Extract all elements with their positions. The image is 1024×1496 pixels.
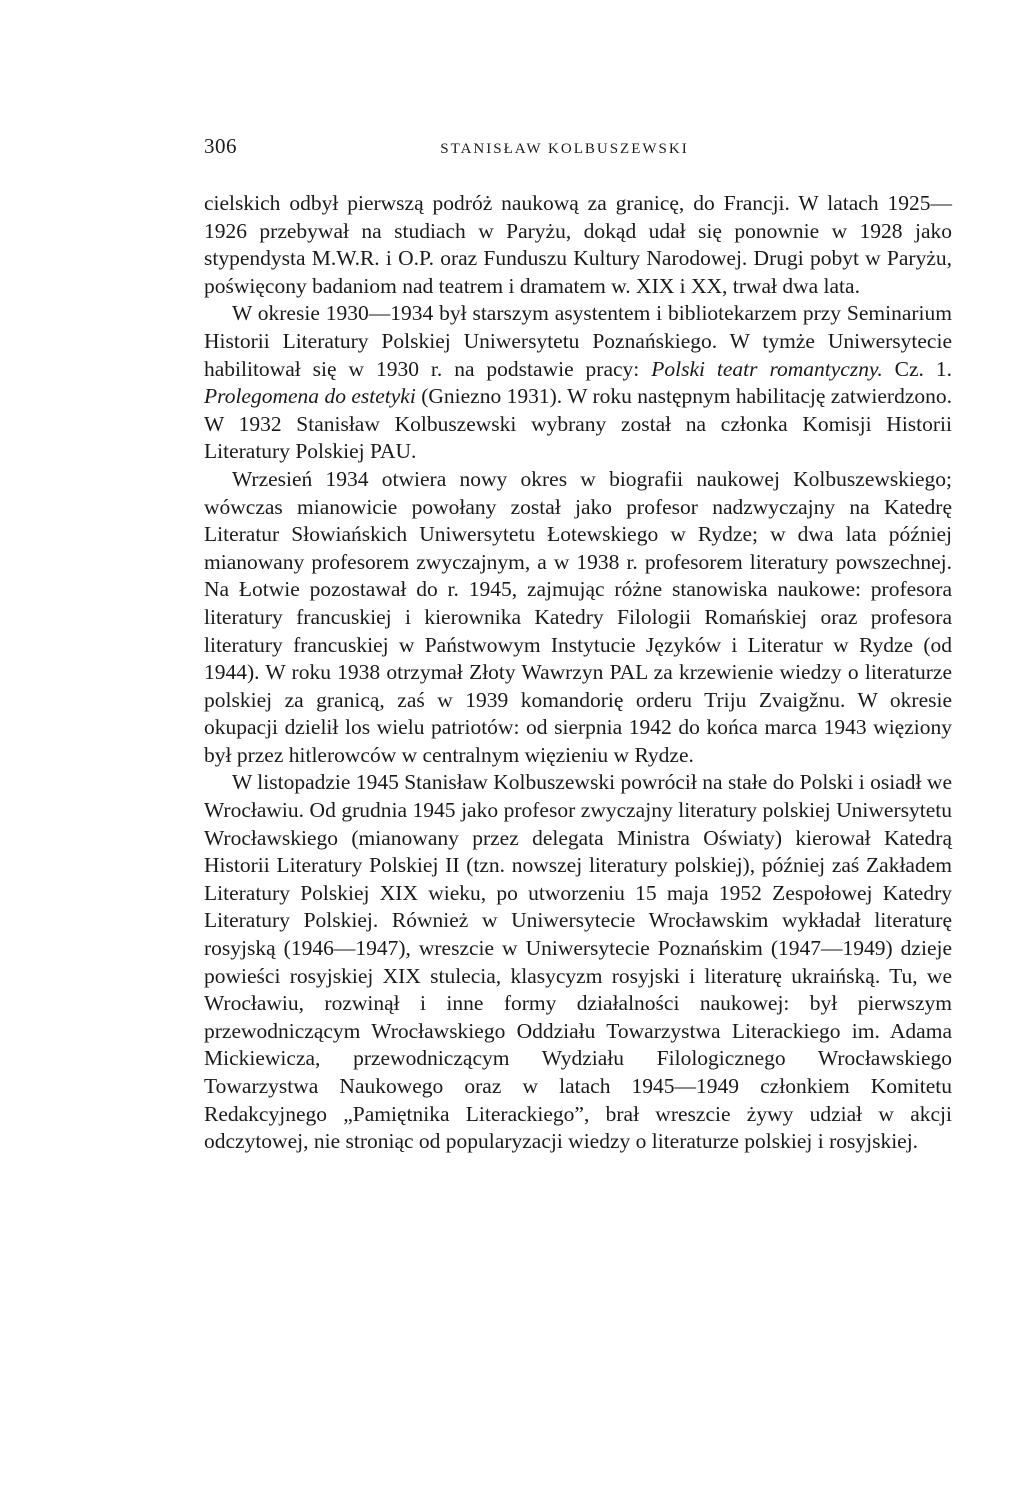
paragraph-2-text-3: (Gniezno 1931). W roku następnym habilitację zatwierdzono. W 1932 Stanisław Kolbuszewski wybrany został na członka Komisji Historii Literatury Polskiej PAU. <box>204 384 952 464</box>
paragraph-3: Wrzesień 1934 otwiera nowy okres w biografii naukowej Kolbuszewskiego; wówczas mianowicie powołany został jako profesor nadzwyczajny na Katedrę Literatur Słowiańskich Uniwersytetu Łotewskiego w Rydze; w dwa lata później mianowany profesorem zwyczajnym, a w 1938 r. profesorem literatury powszechnej. Na Łotwie pozostawał do r. 1945, zajmując różne stanowiska naukowe: profesora literatury francuskiej i kierownika Katedry Filologii Romańskiej oraz profesora literatury francuskiej w Państwowym Instytucie Języków i Literatur w Rydze (od 1944). W roku 1938 otrzymał Złoty Wawrzyn PAL za krzewienie wiedzy o literaturze polskiej za granicą, zaś w 1939 komandorię orderu Triju Zvaigžnu. W okresie okupacji dzielił los wielu patriotów: od sierpnia 1942 do końca marca 1943 więziony był przez hitlerowców w centralnym więzieniu w Rydze. <box>204 466 952 767</box>
running-head <box>204 134 952 174</box>
book-title-prolegomena: Prolegomena do estetyki <box>204 384 416 409</box>
book-page <box>204 134 952 1156</box>
running-title: STANISŁAW KOLBUSZEWSKI <box>440 141 689 157</box>
paragraph-1: cielskich odbył pierwszą podróż naukową za granicę, do Francji. W latach 1925—1926 przebywał na studiach w Paryżu, dokąd udał się ponownie w 1928 jako stypendysta M.W.R. i O.P. oraz Funduszu Kultury Narodowej. Drugi pobyt w Paryżu, poświęcony badaniom nad teatrem i dramatem w. XIX i XX, trwał dwa lata. <box>204 191 952 298</box>
paragraph-2-text-2: Cz. 1. <box>882 356 952 381</box>
body-text <box>204 190 952 1156</box>
page-number: 306 <box>204 134 237 158</box>
paragraph-2-text-1: W okresie 1930—1934 był starszym asystentem i bibliotekarzem przy Seminarium Historii Literatury Polskiej Uniwersytetu Poznańskiego. W tymże Uniwersytecie habilitował się w 1930 r. na podstawie pracy: <box>204 301 952 381</box>
paragraph-2 <box>204 300 952 466</box>
book-title-polski-teatr: Polski teatr romantyczny. <box>651 356 883 381</box>
paragraph-4: W listopadzie 1945 Stanisław Kolbuszewski powrócił na stałe do Polski i osiadł we Wrocławiu. Od grudnia 1945 jako profesor zwyczajny literatury polskiej Uniwersytetu Wrocławskiego (mianowany przez delegata Ministra Oświaty) kierował Katedrą Historii Literatury Polskiej II (tzn. nowszej literatury polskiej), później zaś Zakładem Literatury Polskiej XIX wieku, po utworzeniu 15 maja 1952 Zespołowej Katedry Literatury Polskiej. Również w Uniwersytecie Wrocławskim wykładał literaturę rosyjską (1946—1947), wreszcie w Uniwersytecie Poznańskim (1947—1949) dzieje powieści rosyjskiej XIX stulecia, klasycyzm rosyjski i literaturę ukraińską. Tu, we Wrocławiu, rozwinął i inne formy działalności naukowej: był pierwszym przewodniczącym Wrocławskiego Oddziału Towarzystwa Literackiego im. Adama Mickiewicza, przewodniczącym Wydziału Filologicznego Wrocławskiego Towarzystwa Naukowego oraz w latach 1945—1949 członkiem Komitetu Redakcyjnego „Pamiętnika Literackiego”, brał wreszcie żywy udział w akcji odczytowej, nie stroniąc od popularyzacji wiedzy o literaturze polskiej i rosyjskiej. <box>204 770 952 1154</box>
